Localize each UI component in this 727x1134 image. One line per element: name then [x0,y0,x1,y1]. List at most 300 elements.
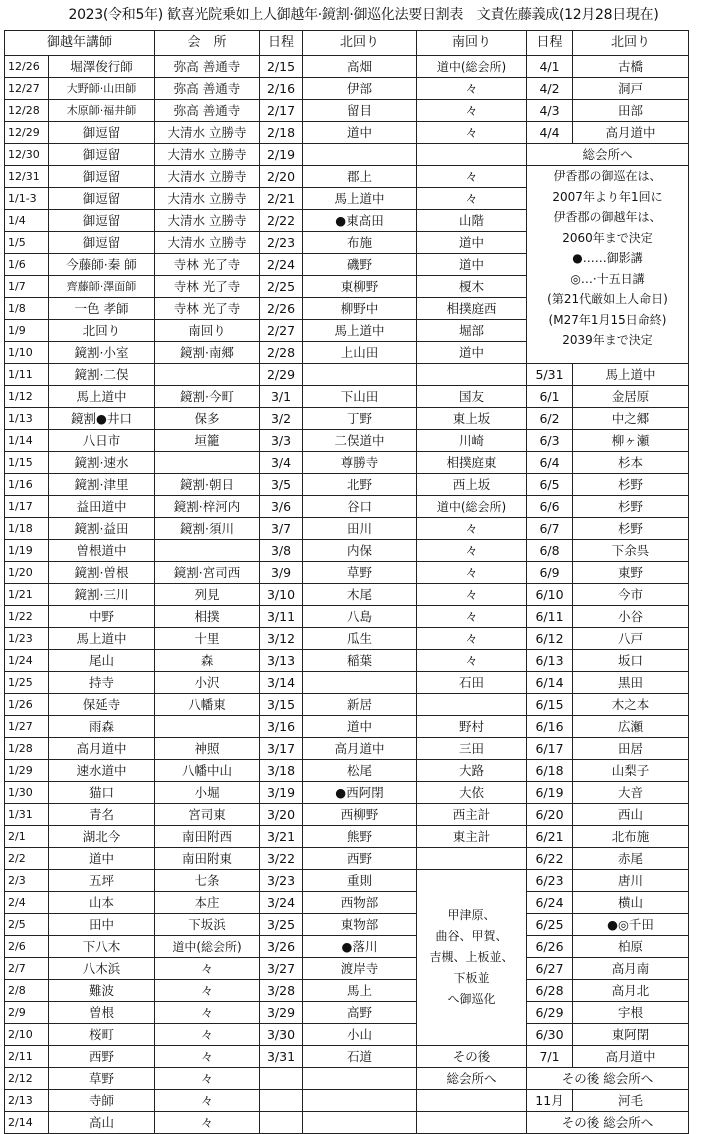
table-row [5,144,689,166]
after-final-cell: その後 総会所へ [527,1112,689,1134]
table-row [5,738,689,760]
table-row [5,474,689,496]
hall1-cell: 十里 [155,628,260,650]
south2-cell: その後 [417,1046,527,1068]
date2-cell: 3/6 [260,496,303,518]
date1-cell: 2/12 [5,1068,49,1090]
north2-cell: 瓜生 [303,628,417,650]
north1-cell: 一色 孝師 [49,298,155,320]
north1-cell: 桜町 [49,1024,155,1046]
date2-cell: 3/2 [260,408,303,430]
date3-cell: 6/22 [527,848,573,870]
date1-cell: 12/26 [5,56,49,78]
header-c2: 会 所 [155,31,260,56]
table-row [5,1024,689,1046]
date2-cell: 3/19 [260,782,303,804]
date1-cell: 2/3 [5,870,49,892]
note-gunjo1: 伊香郡の御巡在は、 [553,169,662,183]
after-later-cell: その後 総会所へ [527,1068,689,1090]
north1-cell: 下八木 [49,936,155,958]
north1-cell: 北回り [49,320,155,342]
date1-cell: 1/19 [5,540,49,562]
hall1-cell: 南田附東 [155,848,260,870]
north1-cell: 御逗留 [49,122,155,144]
date3-cell: 6/28 [527,980,573,1002]
north2-cell: 丁野 [303,408,417,430]
date2-cell: 3/24 [260,892,303,914]
north3-cell: 山梨子 [573,760,689,782]
date3-cell: 6/26 [527,936,573,958]
table-row [5,56,689,78]
table-row [5,584,689,606]
north2-cell [303,1112,417,1134]
table-row [5,606,689,628]
north1-cell: 鏡割·津里 [49,474,155,496]
header-c1: 御越年講師 [5,31,155,56]
table-row [5,782,689,804]
date2-cell: 3/28 [260,980,303,1002]
hall1-cell: 々 [155,958,260,980]
date1-cell: 1/14 [5,430,49,452]
north2-cell: 東物部 [303,914,417,936]
south2-cell: 々 [417,606,527,628]
date2-cell: 3/11 [260,606,303,628]
table-row [5,716,689,738]
north1-cell: 寺師 [49,1090,155,1112]
north2-cell: 磯野 [303,254,417,276]
date2-cell: 3/14 [260,672,303,694]
date3-cell: 6/30 [527,1024,573,1046]
north1-cell: 青名 [49,804,155,826]
hall1-cell: 大清水 立勝寺 [155,122,260,144]
north3-cell: 洞戸 [573,78,689,100]
north2-cell [303,1068,417,1090]
north3-cell: 唐川 [573,870,689,892]
south2-cell: 道中 [417,254,527,276]
date1-cell: 1/18 [5,518,49,540]
header-row [5,31,689,56]
south2-cell: 野村 [417,716,527,738]
date2-cell: 2/28 [260,342,303,364]
hall1-cell [155,716,260,738]
north2-cell: 下山田 [303,386,417,408]
south2-cell: 山階 [417,210,527,232]
south2-cell: 々 [417,166,527,188]
date1-cell: 1/4 [5,210,49,232]
north1-cell: 馬上道中 [49,628,155,650]
table-row [5,408,689,430]
date3-cell: 6/4 [527,452,573,474]
south2-cell: 々 [417,518,527,540]
hall1-cell: 保多 [155,408,260,430]
north1-cell: 木原師·福井師 [49,100,155,122]
table-row [5,562,689,584]
north3-cell: 八戸 [573,628,689,650]
north2-cell: ●西阿閉 [303,782,417,804]
hall1-cell: 鏡割·南郷 [155,342,260,364]
date3-cell: 6/7 [527,518,573,540]
north3-cell: 広瀬 [573,716,689,738]
hall1-cell: 々 [155,1024,260,1046]
date3-cell: 6/14 [527,672,573,694]
table-row [5,1090,689,1112]
north3-cell: 横山 [573,892,689,914]
note-info-cell: 総会所へ [527,144,689,166]
date1-cell: 2/13 [5,1090,49,1112]
hall1-cell: 南田附西 [155,826,260,848]
north2-cell: 谷口 [303,496,417,518]
hall1-cell [155,364,260,386]
date1-cell: 2/11 [5,1046,49,1068]
north1-cell: 鏡割·曽根 [49,562,155,584]
note-legend5: 2039年まで決定 [562,333,653,347]
south2-cell: 川崎 [417,430,527,452]
hall1-cell: 寺林 光了寺 [155,276,260,298]
date2-cell: 3/25 [260,914,303,936]
header-c3: 日程 [260,31,303,56]
hall1-cell: 寺林 光了寺 [155,254,260,276]
hall1-cell: 々 [155,1090,260,1112]
table-row [5,628,689,650]
hall1-cell: 垣籠 [155,430,260,452]
table-row [5,452,689,474]
note-legend1: ●……御影講 [572,251,643,265]
south2-cell [417,364,527,386]
date1-cell: 2/2 [5,848,49,870]
hall1-cell: 弥高 善通寺 [155,100,260,122]
north1-cell: 御逗留 [49,210,155,232]
hall1-cell: 神照 [155,738,260,760]
north2-cell: 西野 [303,848,417,870]
north2-cell: 尊勝寺 [303,452,417,474]
date3-cell: 6/9 [527,562,573,584]
date2-cell: 3/27 [260,958,303,980]
hall1-cell: 本庄 [155,892,260,914]
south2-cell: 々 [417,122,527,144]
north2-cell: 熊野 [303,826,417,848]
hall1-cell: 大清水 立勝寺 [155,188,260,210]
hall1-cell: 々 [155,1112,260,1134]
table-row [5,122,689,144]
north2-cell [303,144,417,166]
date1-cell: 1/12 [5,386,49,408]
date1-cell: 1/15 [5,452,49,474]
table-row [5,804,689,826]
north3-cell: 古橋 [573,56,689,78]
north1-cell: 高月道中 [49,738,155,760]
south2-cell: 三田 [417,738,527,760]
north2-cell: 留目 [303,100,417,122]
north2-cell: 馬上道中 [303,188,417,210]
south-route-block [417,870,527,1046]
date2-cell: 3/10 [260,584,303,606]
north3-cell: 北布施 [573,826,689,848]
north2-cell: 小山 [303,1024,417,1046]
north1-cell: 保延寺 [49,694,155,716]
date2-cell: 3/15 [260,694,303,716]
date2-cell: 2/24 [260,254,303,276]
date1-cell: 2/1 [5,826,49,848]
hall1-cell: 大清水 立勝寺 [155,210,260,232]
north3-cell: 坂口 [573,650,689,672]
date3-cell: 6/19 [527,782,573,804]
south2-cell: 々 [417,650,527,672]
date1-cell: 1/22 [5,606,49,628]
date2-cell: 3/29 [260,1002,303,1024]
north1-cell: 五坪 [49,870,155,892]
north1-cell: 西野 [49,1046,155,1068]
north1-cell: 大野師·山田師 [49,78,155,100]
date3-cell: 7/1 [527,1046,573,1068]
north2-cell: ●東高田 [303,210,417,232]
table-row [5,386,689,408]
north1-cell: 鏡割·益田 [49,518,155,540]
north2-cell: 上山田 [303,342,417,364]
date1-cell: 1/31 [5,804,49,826]
date3-cell: 6/3 [527,430,573,452]
hall1-cell: 下坂浜 [155,914,260,936]
table-row [5,1046,689,1068]
note-gunjo3: 伊香郡の御越年は、 [553,210,662,224]
note-gunjo4: 2060年まで決定 [562,230,653,245]
hall1-cell: 八幡中山 [155,760,260,782]
date2-cell: 2/25 [260,276,303,298]
north1-cell: 猫口 [49,782,155,804]
hall1-cell: 鏡割·朝日 [155,474,260,496]
hall1-cell: 鏡割·今町 [155,386,260,408]
date1-cell: 12/31 [5,166,49,188]
table-row [5,1068,689,1090]
date1-cell: 1/23 [5,628,49,650]
date3-cell: 6/2 [527,408,573,430]
south2-cell: 々 [417,584,527,606]
north2-cell: 馬上 [303,980,417,1002]
north1-cell: 中野 [49,606,155,628]
north3-cell: 柏原 [573,936,689,958]
date2-cell: 2/21 [260,188,303,210]
table-row [5,694,689,716]
date2-cell: 2/20 [260,166,303,188]
date3-cell: 6/5 [527,474,573,496]
date2-cell: 2/29 [260,364,303,386]
south2-cell: 総会所へ [417,1068,527,1090]
note-legend2: ◎…·十五日講 [570,271,645,286]
hall1-cell: 南回り [155,320,260,342]
note-legend3: (第21代厳如上人命日) [547,292,668,306]
date2-cell: 3/13 [260,650,303,672]
south2-cell [417,848,527,870]
north1-cell: 鏡割·三川 [49,584,155,606]
north1-cell: 鏡割·二俣 [49,364,155,386]
date3-cell: 5/31 [527,364,573,386]
north1-cell: 湖北今 [49,826,155,848]
north3-cell: 下余呉 [573,540,689,562]
date1-cell: 1/16 [5,474,49,496]
north1-cell: 御逗留 [49,144,155,166]
north1-cell: 高山 [49,1112,155,1134]
date3-cell: 6/6 [527,496,573,518]
date2-cell: 3/31 [260,1046,303,1068]
north2-cell: 稲葉 [303,650,417,672]
date2-cell: 2/18 [260,122,303,144]
north1-cell: 尾山 [49,650,155,672]
hall1-cell: 鏡割·須川 [155,518,260,540]
date2-cell [260,1068,303,1090]
north2-cell: 北野 [303,474,417,496]
north2-cell: 新居 [303,694,417,716]
south2-cell: 国友 [417,386,527,408]
table-row [5,826,689,848]
north1-cell: 八木浜 [49,958,155,980]
south2-cell: 々 [417,188,527,210]
date2-cell: 2/26 [260,298,303,320]
hall1-cell: 小沢 [155,672,260,694]
date2-cell: 3/16 [260,716,303,738]
table-row [5,430,689,452]
date1-cell: 1/10 [5,342,49,364]
table-row [5,496,689,518]
south-block-line: へ御巡化 [447,992,496,1006]
date1-cell: 2/9 [5,1002,49,1024]
north2-cell: 木尾 [303,584,417,606]
north1-cell: 速水道中 [49,760,155,782]
north2-cell: 高野 [303,1002,417,1024]
hall1-cell: 弥高 善通寺 [155,56,260,78]
north3-cell: ●◎千田 [573,914,689,936]
south2-cell: 道中(総会所) [417,496,527,518]
hall1-cell: 大清水 立勝寺 [155,166,260,188]
date2-cell: 2/22 [260,210,303,232]
north3-cell: 馬上道中 [573,364,689,386]
south2-cell: 東上坂 [417,408,527,430]
date3-cell: 4/4 [527,122,573,144]
date3-cell: 6/27 [527,958,573,980]
north2-cell: 伊部 [303,78,417,100]
note-gunjo2: 2007年より年1回に [552,189,663,204]
north3-cell: 杉野 [573,518,689,540]
date3-cell: 4/3 [527,100,573,122]
date2-cell: 2/23 [260,232,303,254]
hall1-cell [155,452,260,474]
hall1-cell: 々 [155,1046,260,1068]
date1-cell: 12/29 [5,122,49,144]
date1-cell: 1/11 [5,364,49,386]
date3-cell: 6/25 [527,914,573,936]
table-row [5,650,689,672]
date3-cell: 6/16 [527,716,573,738]
south-block-line: 吉槻、上板並、 [429,950,514,964]
date1-cell: 12/30 [5,144,49,166]
south2-cell: 々 [417,100,527,122]
table-row [5,936,689,958]
north2-cell: 石道 [303,1046,417,1068]
notes-block [527,166,689,364]
table-row [5,78,689,100]
south2-cell: 大路 [417,760,527,782]
date3-cell: 6/11 [527,606,573,628]
hall1-cell: 大清水 立勝寺 [155,232,260,254]
date1-cell: 2/4 [5,892,49,914]
date3-cell: 6/18 [527,760,573,782]
north2-cell: 高月道中 [303,738,417,760]
table-row [5,672,689,694]
hall1-cell: 八幡東 [155,694,260,716]
south2-cell: 相撲庭東 [417,452,527,474]
north3-cell: 大音 [573,782,689,804]
south2-cell [417,144,527,166]
date2-cell: 3/8 [260,540,303,562]
date3-cell: 6/8 [527,540,573,562]
date2-cell: 3/5 [260,474,303,496]
hall1-cell: 々 [155,980,260,1002]
north1-cell: 御逗留 [49,232,155,254]
table-row [5,518,689,540]
north2-cell: 渡岸寺 [303,958,417,980]
north1-cell: 山本 [49,892,155,914]
north3-cell: 杉本 [573,452,689,474]
hall1-cell: 大清水 立勝寺 [155,144,260,166]
header-c6: 日程 [527,31,573,56]
south2-cell: 々 [417,540,527,562]
hall1-cell: 小堀 [155,782,260,804]
south2-cell: 道中 [417,342,527,364]
date1-cell: 2/5 [5,914,49,936]
south2-cell: 西上坂 [417,474,527,496]
table-row [5,980,689,1002]
north3-cell: 杉野 [573,474,689,496]
table-row [5,364,689,386]
south-block-line: 甲津原、 [447,908,496,922]
north2-cell [303,1090,417,1112]
hall1-cell: 寺林 光了寺 [155,298,260,320]
north2-cell: 重則 [303,870,417,892]
date3-cell: 4/1 [527,56,573,78]
date1-cell: 1/26 [5,694,49,716]
south-block-line: 下板並 [453,971,490,985]
north2-cell: 松尾 [303,760,417,782]
date1-cell: 12/27 [5,78,49,100]
table-row [5,892,689,914]
hall1-cell: 七条 [155,870,260,892]
north1-cell: 曽根 [49,1002,155,1024]
north3-cell: 高月道中 [573,122,689,144]
date2-cell [260,1112,303,1134]
date1-cell: 1/27 [5,716,49,738]
north3-cell: 赤尾 [573,848,689,870]
north1-cell: 御逗留 [49,188,155,210]
date2-cell: 3/26 [260,936,303,958]
schedule-table [4,30,689,1134]
date3-cell: 6/29 [527,1002,573,1024]
date2-cell: 3/18 [260,760,303,782]
date2-cell: 2/16 [260,78,303,100]
date2-cell: 3/17 [260,738,303,760]
date1-cell: 12/28 [5,100,49,122]
hall1-cell [155,540,260,562]
table-row [5,100,689,122]
south2-cell: 々 [417,628,527,650]
south2-cell: 相撲庭西 [417,298,527,320]
table-row [5,760,689,782]
north1-cell: 曽根道中 [49,540,155,562]
date1-cell: 2/8 [5,980,49,1002]
north1-cell: 雨森 [49,716,155,738]
date3-cell: 6/20 [527,804,573,826]
date3-cell: 6/12 [527,628,573,650]
table-row [5,1112,689,1134]
north1-cell: 鏡割·速水 [49,452,155,474]
date1-cell: 1/9 [5,320,49,342]
